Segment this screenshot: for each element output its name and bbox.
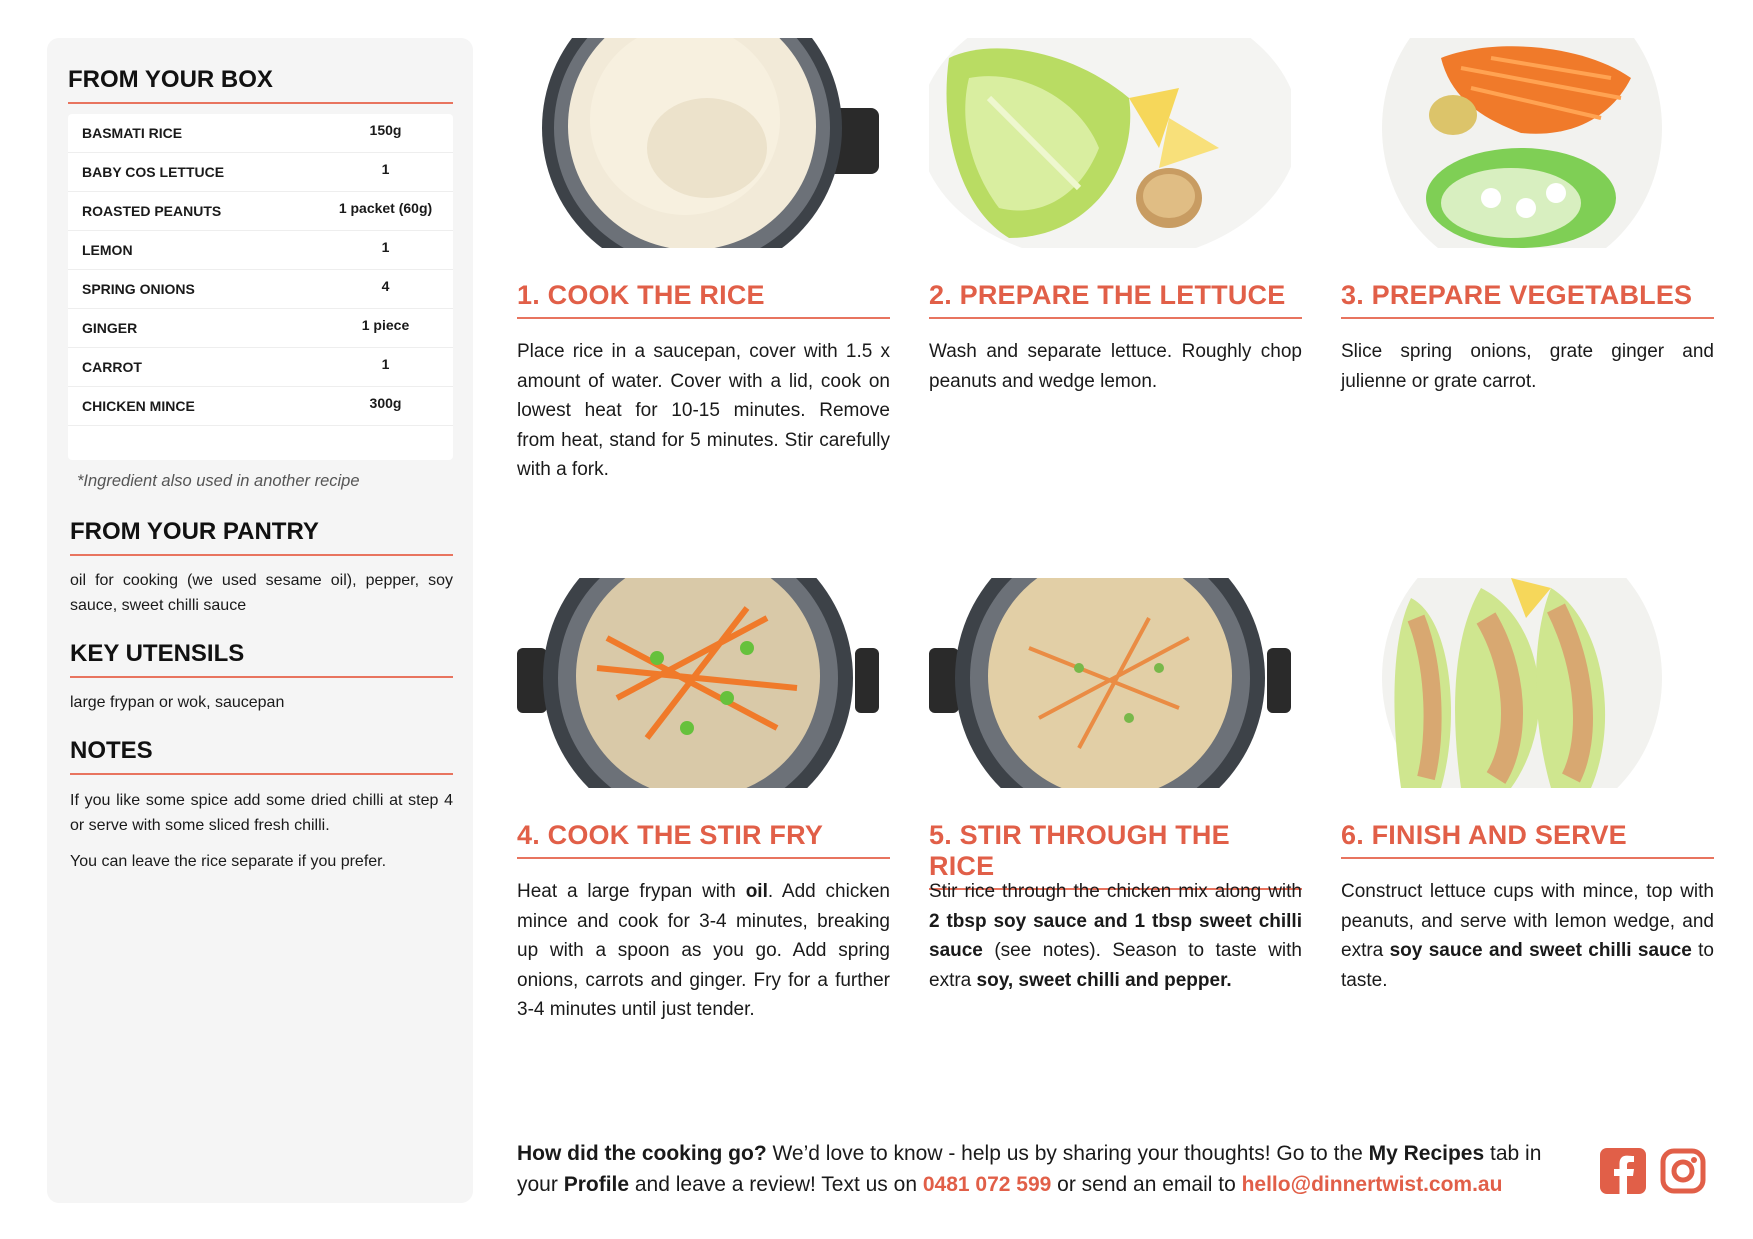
- ingredient-name: BABY COS LETTUCE: [82, 164, 225, 180]
- ingredient-name: ROASTED PEANUTS: [82, 203, 222, 219]
- step-6-photo: [1341, 578, 1703, 788]
- ingredient-qty: 1: [381, 356, 390, 372]
- step-4-text-part: Heat a large frypan with: [517, 881, 746, 902]
- table-row-empty: [68, 426, 453, 464]
- step-5-text-bold: soy, sweet chilli and pepper.: [976, 969, 1232, 991]
- facebook-icon[interactable]: [1600, 1148, 1646, 1194]
- profile-label: Profile: [563, 1173, 630, 1196]
- ingredient-qty: 1 piece: [361, 317, 410, 333]
- ingredient-qty: 1: [381, 239, 390, 255]
- ingredient-name: CHICKEN MINCE: [82, 398, 195, 414]
- table-row: [68, 114, 453, 153]
- footer-text: and leave a review! Text us on: [629, 1173, 923, 1196]
- step-6-text-bold: soy sauce and sweet chilli sauce: [1389, 940, 1692, 961]
- phone-link[interactable]: 0481 072 599: [922, 1173, 1052, 1196]
- ingredient-qty: 1 packet (60g): [338, 200, 433, 216]
- step-4-text: [517, 877, 890, 1025]
- pantry-text: oil for cooking (we used sesame oil), pepper, soy sauce, sweet chilli sauce: [70, 572, 453, 614]
- notes-heading: NOTES: [70, 737, 453, 775]
- footer-question: How did the cooking go?: [517, 1142, 767, 1165]
- table-row: [68, 348, 453, 387]
- utensils-heading: KEY UTENSILS: [70, 640, 453, 678]
- step-5-text-part: Stir rice through the chicken mix along with: [929, 881, 1302, 902]
- footer-text: We’d love to know - help us by sharing your thoughts! Go to the: [766, 1142, 1369, 1165]
- my-recipes-label: My Recipes: [1368, 1142, 1485, 1165]
- step-5-text-part: (see notes). Season to taste with extra: [929, 940, 1302, 991]
- from-your-box-heading: FROM YOUR BOX: [68, 66, 453, 104]
- step-3-photo: [1341, 38, 1703, 248]
- ingredient-name: LEMON: [82, 242, 133, 258]
- step-6-text-part: to taste.: [1341, 940, 1714, 991]
- step-5-title: 5. STIR THROUGH THE RICE: [929, 820, 1302, 890]
- step-5-text: [929, 877, 1302, 995]
- step-5-text-bold: 2 tbsp soy sauce and 1 tbsp sweet chilli sauce: [929, 910, 1302, 961]
- instagram-icon[interactable]: [1660, 1148, 1706, 1194]
- table-row: [68, 387, 453, 426]
- notes-text-2: You can leave the rice separate if you prefer.: [70, 853, 387, 870]
- ingredient-name: GINGER: [82, 320, 138, 336]
- table-row: [68, 309, 453, 348]
- step-2-text: Wash and separate lettuce. Roughly chop peanuts and wedge lemon.: [929, 341, 1302, 392]
- step-2-photo: [929, 38, 1291, 248]
- step-3-text: Slice spring onions, grate ginger and julienne or grate carrot.: [1341, 341, 1714, 392]
- pantry-heading: FROM YOUR PANTRY: [70, 518, 453, 556]
- ingredient-name: BASMATI RICE: [82, 125, 183, 141]
- step-6-text-part: Construct lettuce cups with mince, top with peanuts, and serve with lemon wedge, and extra: [1341, 881, 1714, 961]
- feedback-footer: [517, 1138, 1577, 1200]
- table-row: [68, 192, 453, 231]
- footer-text: tab in your: [517, 1142, 1542, 1196]
- ingredient-name: SPRING ONIONS: [82, 281, 195, 297]
- step-6-text: [1341, 877, 1714, 995]
- table-row: [68, 270, 453, 309]
- step-4-photo: [517, 578, 879, 788]
- notes-text-1: If you like some spice add some dried chilli at step 4 or serve with some sliced fresh chilli.: [70, 792, 453, 834]
- ingredient-name: CARROT: [82, 359, 142, 375]
- ingredient-qty: 4: [381, 278, 390, 294]
- ingredient-qty: 300g: [369, 395, 402, 411]
- ingredient-qty: 150g: [369, 122, 402, 138]
- box-ingredients-table: [68, 114, 453, 460]
- step-4-text-bold: oil: [745, 881, 768, 902]
- table-row: [68, 231, 453, 270]
- table-row: [68, 153, 453, 192]
- ingredients-sidebar: [47, 38, 473, 1203]
- box-note: *Ingredient also used in another recipe: [77, 472, 360, 490]
- step-1-photo: [517, 38, 879, 248]
- step-1-text: Place rice in a saucepan, cover with 1.5 x amount of water. Cover with a lid, cook on lowest heat for 10-15 minutes. Remove from heat, stand for 5 minutes. Stir carefully with a fork.: [517, 341, 890, 480]
- step-5-photo: [929, 578, 1291, 788]
- step-6-title: 6. FINISH AND SERVE: [1341, 820, 1714, 859]
- footer-text: or send an email to: [1051, 1173, 1242, 1196]
- step-4-title: 4. COOK THE STIR FRY: [517, 820, 890, 859]
- utensils-text: large frypan or wok, saucepan: [70, 694, 285, 711]
- email-link[interactable]: hello@dinnertwist.com.au: [1241, 1173, 1503, 1196]
- step-4-text-part: . Add chicken mince and cook for 3-4 minutes, breaking up with a spoon as you go. Add spring onions, carrots and ginger. Fry for a further 3-4 minutes until just tender.: [517, 881, 890, 1020]
- step-2-title: 2. PREPARE THE LETTUCE: [929, 280, 1302, 319]
- step-1-title: 1. COOK THE RICE: [517, 280, 890, 319]
- ingredient-qty: 1: [381, 161, 390, 177]
- step-3-title: 3. PREPARE VEGETABLES: [1341, 280, 1714, 319]
